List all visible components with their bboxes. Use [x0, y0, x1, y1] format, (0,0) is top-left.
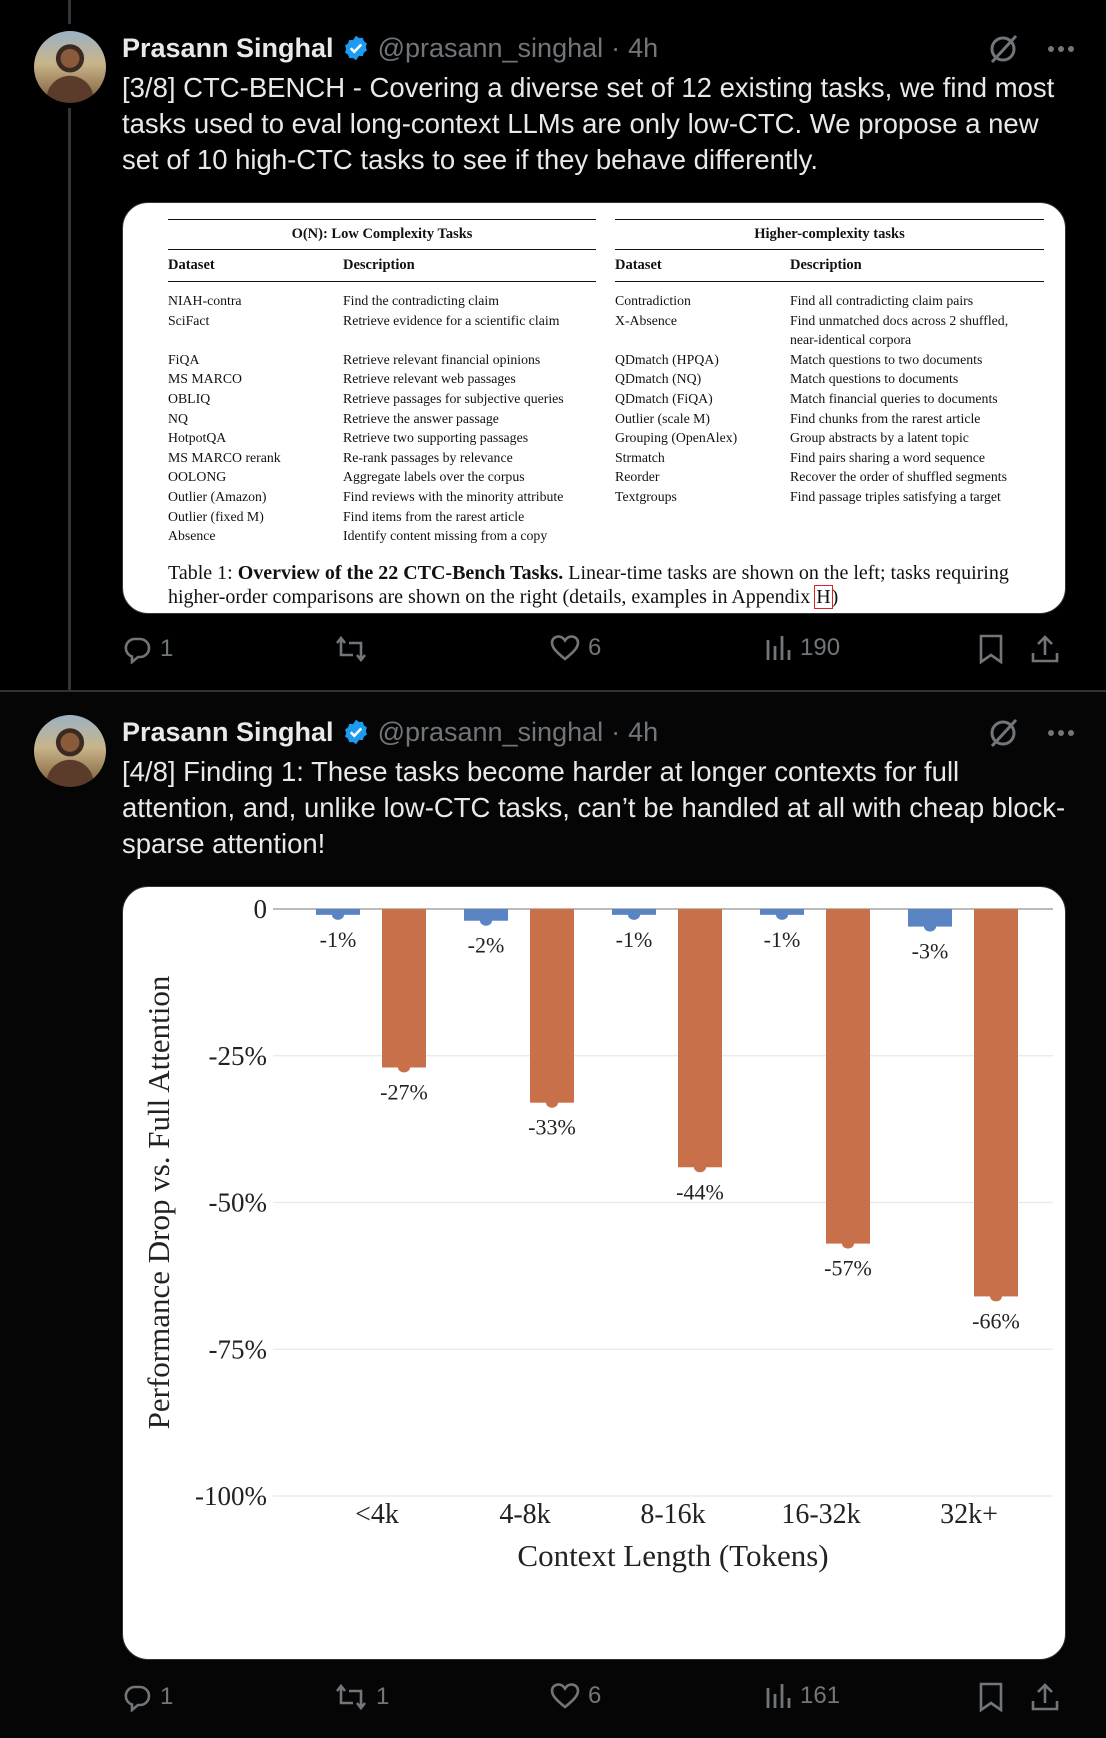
table-cell-dataset: MS MARCO [168, 371, 242, 387]
table-cell-description: Match questions to documents [790, 371, 959, 387]
view-count: 161 [800, 1682, 841, 1709]
bar-chart [123, 887, 1065, 1659]
table-cell-dataset: MS MARCO rerank [168, 449, 281, 465]
table-cell-dataset: OBLIQ [168, 391, 211, 406]
table-rule [615, 219, 1044, 220]
table-section-left: O(N): Low Complexity Tasks [291, 226, 473, 242]
author-name[interactable]: Prasann Singhal [122, 32, 334, 63]
table-rule [615, 281, 1044, 282]
table-cell-dataset: Reorder [615, 469, 660, 485]
x-tick-label: 32k+ [940, 1499, 998, 1530]
column-header-description: Description [343, 257, 415, 273]
action-bar [122, 634, 1062, 674]
reply-icon [122, 634, 152, 664]
x-tick-label: 8-16k [640, 1499, 706, 1530]
table-cell-dataset: Outlier (Amazon) [168, 489, 267, 504]
column-header-dataset: Dataset [168, 257, 215, 273]
table-cell-description: Find pairs sharing a word sequence [790, 449, 986, 465]
table-cell-dataset: QDmatch (HPQA) [615, 351, 719, 367]
error-cap [990, 1291, 1002, 1301]
table-cell-dataset: Textgroups [615, 489, 677, 504]
y-tick-label: -100% [195, 1481, 267, 1511]
table-cell-dataset: NIAH-contra [168, 293, 242, 308]
table-cell-dataset: Strmatch [615, 449, 665, 465]
author-name[interactable]: Prasann Singhal [122, 716, 334, 747]
data-label: -1% [319, 926, 357, 952]
x-tick-label: 16-32k [781, 1499, 861, 1530]
bar-series-2 [530, 909, 574, 1103]
table-cell-dataset: FiQA [168, 351, 200, 367]
bookmark-icon [978, 634, 1004, 664]
x-tick-label: <4k [355, 1499, 399, 1530]
reply-button[interactable] [122, 634, 173, 664]
table-cell-description: Retrieve relevant web passages [343, 371, 516, 387]
table-cell-description: Retrieve two supporting passages [343, 430, 529, 446]
reply-count: 1 [160, 1683, 174, 1710]
table-cell-description: Match financial queries to documents [790, 391, 998, 406]
y-tick-label: -50% [208, 1187, 267, 1218]
timestamp[interactable]: 4h [628, 32, 659, 63]
tweet-text: [4/8] Finding 1: These tasks become harder at longer contexts for full attention, and, unlike low-CTC tasks, can’t be handled at all with cheap block-sparse attention! [122, 756, 1066, 859]
error-cap [546, 1098, 558, 1108]
timestamp[interactable]: 4h [628, 716, 659, 747]
error-cap [842, 1239, 854, 1249]
x-tick-label: 4-8k [499, 1499, 551, 1530]
table-cell-dataset: Absence [168, 528, 216, 544]
bar-series-2 [826, 909, 870, 1244]
share-button[interactable] [1030, 1682, 1060, 1712]
share-icon [1030, 634, 1060, 664]
tweet-text: [3/8] CTC-BENCH - Covering a diverse set of 12 existing tasks, we find most tasks used to eval long-context LLMs are only low-CTC. We propose a new set of 10 high-CTC tasks to see if they behave differently. [122, 72, 1055, 175]
data-label: -1% [615, 926, 653, 952]
appendix-link[interactable]: H [816, 586, 831, 608]
like-button[interactable] [550, 1682, 601, 1710]
table-cell-description: Retrieve the answer passage [343, 410, 499, 426]
repost-button[interactable] [334, 634, 376, 664]
repost-count: 1 [376, 1683, 390, 1710]
repost-icon [334, 634, 368, 664]
data-label: -33% [528, 1114, 576, 1140]
view-count: 190 [800, 634, 841, 661]
tweet-2[interactable] [0, 692, 1106, 1738]
verified-badge-icon [342, 718, 370, 746]
table-cell-dataset: Grouping (OpenAlex) [615, 430, 738, 446]
author-handle[interactable]: @prasann_singhal [377, 716, 604, 747]
table-cell-description: Retrieve evidence for a scientific claim [343, 312, 560, 328]
y-tick-label: 0 [253, 894, 267, 924]
grok-icon[interactable] [986, 32, 1020, 66]
avatar[interactable] [34, 31, 106, 103]
table-cell-description: Retrieve relevant financial opinions [343, 351, 541, 367]
data-label: -1% [763, 926, 801, 952]
data-label: -3% [911, 938, 949, 964]
repost-button[interactable] [334, 1682, 389, 1712]
table-section-right: Higher-complexity tasks [754, 226, 905, 242]
share-button[interactable] [1030, 634, 1060, 664]
error-cap [398, 1062, 410, 1072]
bar-series-2 [382, 909, 426, 1067]
bookmark-icon [978, 1682, 1004, 1712]
table-cell-description: Match questions to two documents [790, 351, 983, 367]
data-label: -2% [467, 932, 505, 958]
separator-dot: · [611, 716, 621, 747]
error-cap [628, 910, 640, 920]
error-cap [332, 910, 344, 920]
bar-series-2 [974, 909, 1018, 1296]
more-icon[interactable] [1046, 728, 1076, 738]
table-cell-description: Find passage triples satisfying a target [790, 489, 1001, 504]
table-cell-dataset: Outlier (scale M) [615, 410, 711, 426]
thread-line-top [68, 0, 71, 24]
bookmark-button[interactable] [978, 1682, 1004, 1712]
tweet-header [122, 31, 658, 65]
tweet-top-actions [986, 32, 1076, 66]
table-cell-description: Group abstracts by a latent topic [790, 430, 969, 446]
table-cell-description: Find unmatched docs across 2 shuffled, [790, 312, 1009, 328]
error-cap [694, 1162, 706, 1172]
avatar[interactable] [34, 715, 106, 787]
error-cap [924, 922, 936, 932]
table-cell-description: Find chunks from the rarest article [790, 410, 981, 426]
data-label: -66% [972, 1308, 1020, 1334]
table-cell-description: Find all contradicting claim pairs [790, 293, 974, 308]
views-button[interactable] [764, 634, 840, 662]
caption-text: Linear-time tasks are shown on the left; tasks requiring higher-order comparisons are shown on the right (details, examples in Appendix [168, 562, 1009, 608]
bar-series-2 [678, 909, 722, 1167]
table-cell-description: Recover the order of shuffled segments [790, 469, 1007, 485]
table-cell-dataset: X-Absence [615, 312, 678, 328]
table-cell-dataset: QDmatch (NQ) [615, 371, 702, 387]
verified-badge-icon [342, 34, 370, 62]
table-cell-dataset: SciFact [168, 312, 210, 328]
reply-button[interactable] [122, 1682, 173, 1712]
share-icon [1030, 1682, 1060, 1712]
like-count: 6 [588, 1682, 602, 1709]
error-cap [480, 916, 492, 926]
grok-icon[interactable] [986, 716, 1020, 750]
bookmark-button[interactable] [978, 634, 1004, 664]
y-tick-label: -75% [208, 1334, 267, 1365]
author-handle[interactable]: @prasann_singhal [377, 32, 604, 63]
table-cell-description: Find reviews with the minority attribute [343, 489, 564, 504]
y-tick-label: -25% [208, 1040, 267, 1071]
table-caption [168, 561, 1048, 609]
table-rule [168, 249, 596, 250]
views-icon [764, 1682, 792, 1710]
table-cell-description: near-identical corpora [790, 332, 912, 348]
thread-line [68, 108, 71, 690]
column-header-dataset: Dataset [615, 257, 662, 273]
data-label: -57% [824, 1255, 872, 1281]
like-count: 6 [588, 634, 602, 661]
table-cell-dataset: OOLONG [168, 469, 227, 485]
more-icon[interactable] [1046, 44, 1076, 54]
table-cell-dataset: NQ [168, 410, 188, 426]
table-image[interactable] [122, 202, 1066, 614]
views-icon [764, 634, 792, 662]
chart-image[interactable] [122, 886, 1066, 1660]
caption-title: Overview of the 22 CTC-Bench Tasks. [237, 562, 564, 584]
table-cell-dataset: Contradiction [615, 293, 691, 308]
error-cap [776, 910, 788, 920]
table-cell-dataset: HotpotQA [168, 430, 227, 446]
table-cell-description: Find items from the rarest article [343, 508, 525, 524]
heart-icon [550, 634, 580, 662]
reply-icon [122, 1682, 152, 1712]
heart-icon [550, 1682, 580, 1710]
table-rule [168, 281, 596, 282]
reply-count: 1 [160, 635, 174, 662]
table-cell-dataset: QDmatch (FiQA) [615, 391, 713, 406]
views-button[interactable] [764, 1682, 840, 1710]
data-label: -27% [380, 1079, 428, 1105]
column-header-description: Description [790, 257, 862, 273]
y-axis-label: Performance Drop vs. Full Attention [141, 975, 176, 1430]
repost-icon [334, 1682, 368, 1712]
data-label: -44% [676, 1179, 724, 1205]
table-rule [615, 249, 1044, 250]
tweet-top-actions [986, 716, 1076, 750]
tweet-header [122, 715, 658, 749]
table-rule [168, 219, 596, 220]
table-cell-description: Find the contradicting claim [343, 293, 499, 308]
caption-end: ) [831, 586, 839, 608]
table-cell-description: Re-rank passages by relevance [343, 449, 513, 465]
separator-dot: · [611, 32, 621, 63]
like-button[interactable] [550, 634, 601, 662]
table-cell-description: Identify content missing from a copy [343, 528, 548, 544]
table-cell-description: Retrieve passages for subjective queries [343, 391, 564, 406]
table-cell-dataset: Outlier (fixed M) [168, 508, 264, 524]
caption-prefix: Table 1: [168, 562, 238, 584]
tweet-1[interactable] [0, 0, 1106, 690]
action-bar [122, 1682, 1062, 1722]
table-cell-description: Aggregate labels over the corpus [343, 469, 525, 485]
x-axis-label: Context Length (Tokens) [517, 1538, 829, 1573]
